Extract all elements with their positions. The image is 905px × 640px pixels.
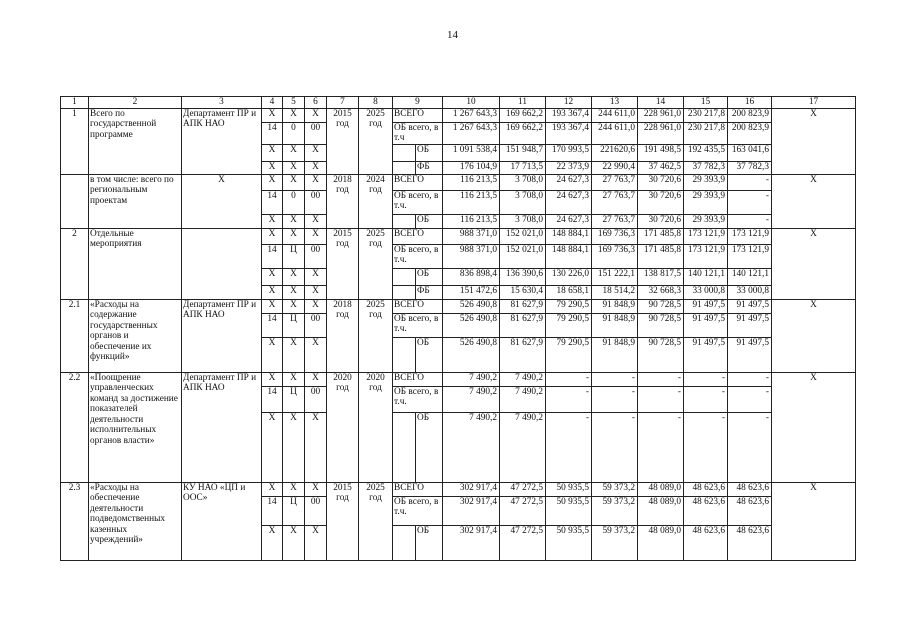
value-cell: 230 217,8 [684,122,728,144]
value-cell: 48 089,0 [638,496,684,525]
code-cell: Х [305,337,327,372]
table-row [61,482,856,496]
code-cell: 14 [262,122,283,144]
code-cell: Х [305,412,327,482]
value-cell: 33 000,8 [728,285,772,299]
header-cell: 9 [393,97,443,109]
code-cell: Х [283,482,305,496]
value-cell: 59 373,2 [592,496,638,525]
table-row [61,174,856,190]
value-cell: 169 736,3 [592,244,638,268]
value-cell: 244 611,0 [592,122,638,144]
value-cell: 91 497,5 [728,313,772,337]
value-cell: 81 627,9 [500,337,546,372]
value-cell: 526 490,8 [443,337,500,372]
source-label: ВСЕГО [393,174,443,190]
source-label: ОБ всего, в т.ч. [393,386,443,412]
value-cell: 29 393,9 [684,190,728,214]
value-cell: 37 462,5 [638,161,684,174]
header-cell: 11 [500,97,546,109]
value-cell: 221620,6 [592,144,638,161]
value-cell: 302 917,4 [443,482,500,496]
code-cell: Х [305,144,327,161]
value-cell: 116 213,5 [443,174,500,190]
value-cell: 151 222,1 [592,268,638,285]
code-cell: Х [305,174,327,190]
header-row [61,97,856,109]
note-cell: Х [772,482,856,560]
value-cell: 140 121,1 [728,268,772,285]
value-cell: 526 490,8 [443,313,500,337]
code-cell: Ц [283,496,305,525]
value-cell: - [638,372,684,386]
source-indent [393,214,416,228]
value-cell: 171 485,8 [638,228,684,244]
value-cell: 302 917,4 [443,525,500,560]
source-label: ОБ всего, в т.ч. [393,496,443,525]
value-cell: 22 990,4 [592,161,638,174]
value-cell: 30 720,6 [638,190,684,214]
value-cell: 1 091 538,4 [443,144,500,161]
value-cell: 27 763,7 [592,190,638,214]
code-cell: Х [305,161,327,174]
value-cell: - [638,386,684,412]
code-cell: Х [262,174,283,190]
value-cell: 148 884,1 [546,228,592,244]
value-cell: 33 000,8 [684,285,728,299]
code-cell: Х [283,214,305,228]
source-indent [393,412,416,482]
value-cell: 200 823,9 [728,122,772,144]
header-cell: 13 [592,97,638,109]
value-cell: 59 373,2 [592,525,638,560]
value-cell: 244 611,0 [592,108,638,122]
code-cell: Х [305,299,327,313]
code-cell: Х [305,228,327,244]
source-label: ОБ [416,214,443,228]
value-cell: 81 627,9 [500,313,546,337]
value-cell: 193 367,4 [546,108,592,122]
code-cell: Х [262,161,283,174]
value-cell: 7 490,2 [443,372,500,386]
value-cell: 47 272,5 [500,496,546,525]
source-indent [393,144,416,161]
value-cell: 169 736,3 [592,228,638,244]
executor: Департамент ПР и АПК НАО [182,372,262,482]
code-cell: 14 [262,244,283,268]
value-cell: 7 490,2 [443,386,500,412]
value-cell: 17 713,5 [500,161,546,174]
value-cell: 48 623,6 [684,496,728,525]
code-cell: Х [283,337,305,372]
code-cell: Х [283,228,305,244]
note-cell: Х [772,228,856,299]
value-cell: - [684,372,728,386]
header-cell: 8 [359,97,393,109]
value-cell: 91 848,9 [592,313,638,337]
value-cell: 988 371,0 [443,228,500,244]
table-row [61,228,856,244]
code-cell: Ц [283,244,305,268]
code-cell: Х [262,482,283,496]
value-cell: 191 498,5 [638,144,684,161]
code-cell: Х [262,337,283,372]
value-cell: - [684,386,728,412]
code-cell: Х [262,228,283,244]
item-name: «Расходы на обеспечение деятельности подведомственных казенных учреждений» [89,482,182,560]
code-cell: 0 [283,122,305,144]
table-row [61,108,856,122]
value-cell: 15 630,4 [500,285,546,299]
code-cell: 00 [305,386,327,412]
value-cell: 192 435,5 [684,144,728,161]
value-cell: 988 371,0 [443,244,500,268]
value-cell: 29 393,9 [684,174,728,190]
value-cell: - [684,412,728,482]
value-cell: 1 267 643,3 [443,108,500,122]
source-label: ВСЕГО [393,482,443,496]
value-cell: 140 121,1 [684,268,728,285]
value-cell: 48 623,6 [684,482,728,496]
value-cell: 7 490,2 [443,412,500,482]
value-cell: 18 658,1 [546,285,592,299]
value-cell: - [728,190,772,214]
value-cell: 152 021,0 [500,244,546,268]
code-cell: 00 [305,496,327,525]
value-cell: 169 662,2 [500,108,546,122]
code-cell: Ц [283,386,305,412]
note-cell: Х [772,372,856,482]
code-cell: 14 [262,386,283,412]
code-cell: Х [262,268,283,285]
header-cell: 15 [684,97,728,109]
value-cell: 171 485,8 [638,244,684,268]
source-label: ФБ [416,285,443,299]
value-cell: 151 472,6 [443,285,500,299]
item-name: Отдельные мероприятия [89,228,182,299]
code-cell: Х [262,285,283,299]
value-cell: 173 121,9 [728,228,772,244]
code-cell: Х [283,268,305,285]
source-label: ОБ [416,412,443,482]
code-cell: Х [262,299,283,313]
code-cell: 14 [262,496,283,525]
row-number: 2.1 [61,299,89,372]
header-cell: 14 [638,97,684,109]
value-cell: - [728,174,772,190]
code-cell: Х [283,144,305,161]
code-cell: Х [305,525,327,560]
value-cell: - [546,386,592,412]
code-cell: Х [305,372,327,386]
source-label: ОБ [416,268,443,285]
value-cell: 91 497,5 [684,337,728,372]
row-number: 2 [61,228,89,299]
header-cell: 3 [182,97,262,109]
source-label: ОБ всего, в т.ч. [393,190,443,214]
code-cell: Х [283,108,305,122]
table-row [61,372,856,386]
value-cell: 48 623,6 [684,525,728,560]
value-cell: 29 393,9 [684,214,728,228]
value-cell: - [592,412,638,482]
executor: Департамент ПР и АПК НАО [182,108,262,174]
value-cell: 81 627,9 [500,299,546,313]
start-year: 2015 год [327,482,359,560]
code-cell: Х [283,174,305,190]
value-cell: 3 708,0 [500,190,546,214]
value-cell: 30 720,6 [638,214,684,228]
source-label: ВСЕГО [393,299,443,313]
value-cell: 27 763,7 [592,174,638,190]
code-cell: 0 [283,190,305,214]
value-cell: 169 662,2 [500,122,546,144]
code-cell: Х [262,214,283,228]
value-cell: 7 490,2 [500,412,546,482]
source-label: ОБ [416,144,443,161]
code-cell: Х [262,372,283,386]
start-year: 2018 год [327,174,359,228]
header-cell: 16 [728,97,772,109]
value-cell: 24 627,3 [546,174,592,190]
value-cell: - [546,372,592,386]
header-cell: 6 [305,97,327,109]
value-cell: 37 782,3 [684,161,728,174]
value-cell: 48 089,0 [638,525,684,560]
value-cell: 230 217,8 [684,108,728,122]
value-cell: 116 213,5 [443,214,500,228]
code-cell: Ц [283,313,305,337]
row-number: 2.2 [61,372,89,482]
value-cell: 173 121,9 [728,244,772,268]
value-cell: 50 935,5 [546,525,592,560]
value-cell: - [638,412,684,482]
value-cell: 32 668,3 [638,285,684,299]
value-cell: 7 490,2 [500,372,546,386]
code-cell: 00 [305,313,327,337]
value-cell: 151 948,7 [500,144,546,161]
value-cell: 3 708,0 [500,214,546,228]
end-year: 2020 год [359,372,393,482]
note-cell: Х [772,174,856,228]
value-cell: - [546,412,592,482]
code-cell: Х [262,525,283,560]
item-name: в том числе: всего по региональным проектам [89,174,182,228]
executor: КУ НАО «ЦП и ООС» [182,482,262,560]
value-cell: 138 817,5 [638,268,684,285]
header-cell: 12 [546,97,592,109]
value-cell: - [728,372,772,386]
source-indent [393,525,416,560]
code-cell: 00 [305,244,327,268]
header-cell: 5 [283,97,305,109]
value-cell: 91 497,5 [728,337,772,372]
code-cell: Х [305,108,327,122]
item-name: «Поощрение управленческих команд за достижение показателей деятельности исполнительных органов власти» [89,372,182,482]
value-cell: 18 514,2 [592,285,638,299]
value-cell: 50 935,5 [546,496,592,525]
source-label: ОБ [416,337,443,372]
value-cell: 130 226,0 [546,268,592,285]
value-cell: 148 884,1 [546,244,592,268]
executor [182,228,262,299]
code-cell: Х [283,412,305,482]
value-cell: 24 627,3 [546,214,592,228]
source-indent [393,337,416,372]
executor: Х [182,174,262,228]
code-cell: Х [262,144,283,161]
source-label: ОБ всего, в т.ч. [393,313,443,337]
source-label: ОБ всего, в т.ч. [393,244,443,268]
value-cell: 91 848,9 [592,337,638,372]
header-cell: 4 [262,97,283,109]
value-cell: - [592,386,638,412]
page-number: 14 [447,29,458,41]
source-indent [393,268,416,285]
value-cell: 48 623,6 [728,496,772,525]
start-year: 2015 год [327,108,359,174]
value-cell: 48 623,6 [728,482,772,496]
value-cell: 228 961,0 [638,108,684,122]
value-cell: 116 213,5 [443,190,500,214]
code-cell: Х [283,525,305,560]
code-cell: 00 [305,190,327,214]
row-number [61,174,89,228]
code-cell: Х [283,372,305,386]
header-cell: 1 [61,97,89,109]
value-cell: 91 497,5 [684,313,728,337]
value-cell: 1 267 643,3 [443,122,500,144]
value-cell: 30 720,6 [638,174,684,190]
end-year: 2025 год [359,108,393,174]
table-row [61,299,856,313]
end-year: 2024 год [359,174,393,228]
code-cell: Х [305,268,327,285]
item-name: Всего по государственной программе [89,108,182,174]
note-cell: Х [772,108,856,174]
value-cell: 47 272,5 [500,525,546,560]
code-cell: Х [283,299,305,313]
value-cell: 22 373,9 [546,161,592,174]
row-number: 2.3 [61,482,89,560]
source-label: ОБ [416,525,443,560]
value-cell: 152 021,0 [500,228,546,244]
code-cell: Х [305,214,327,228]
header-cell: 10 [443,97,500,109]
start-year: 2015 год [327,228,359,299]
value-cell: 91 848,9 [592,299,638,313]
end-year: 2025 год [359,299,393,372]
value-cell: 176 104,9 [443,161,500,174]
value-cell: 48 623,6 [728,525,772,560]
source-label: ВСЕГО [393,108,443,122]
row-number: 1 [61,108,89,174]
value-cell: 193 367,4 [546,122,592,144]
source-indent [393,285,416,299]
source-label: ФБ [416,161,443,174]
value-cell: 836 898,4 [443,268,500,285]
value-cell: 79 290,5 [546,313,592,337]
code-cell: 14 [262,190,283,214]
end-year: 2025 год [359,482,393,560]
start-year: 2018 год [327,299,359,372]
code-cell: Х [283,161,305,174]
value-cell: 79 290,5 [546,299,592,313]
source-indent [393,161,416,174]
value-cell: 59 373,2 [592,482,638,496]
source-label: ВСЕГО [393,228,443,244]
value-cell: 173 121,9 [684,244,728,268]
executor: Департамент ПР и АПК НАО [182,299,262,372]
header-cell: 2 [89,97,182,109]
value-cell: 50 935,5 [546,482,592,496]
budget-table [60,96,856,561]
value-cell: 136 390,6 [500,268,546,285]
header-cell: 17 [772,97,856,109]
value-cell: 302 917,4 [443,496,500,525]
value-cell: 90 728,5 [638,337,684,372]
value-cell: 173 121,9 [684,228,728,244]
code-cell: Х [305,285,327,299]
value-cell: - [592,372,638,386]
source-label: ВСЕГО [393,372,443,386]
note-cell: Х [772,299,856,372]
value-cell: 90 728,5 [638,313,684,337]
value-cell: - [728,386,772,412]
source-label: ОБ всего, в т.ч [393,122,443,144]
value-cell: 3 708,0 [500,174,546,190]
value-cell: 24 627,3 [546,190,592,214]
value-cell: 90 728,5 [638,299,684,313]
value-cell: 200 823,9 [728,108,772,122]
value-cell: 27 763,7 [592,214,638,228]
end-year: 2025 год [359,228,393,299]
header-cell: 7 [327,97,359,109]
value-cell: 48 089,0 [638,482,684,496]
value-cell: 7 490,2 [500,386,546,412]
start-year: 2020 год [327,372,359,482]
value-cell: - [728,412,772,482]
value-cell: 170 993,5 [546,144,592,161]
code-cell: 00 [305,122,327,144]
value-cell: 91 497,5 [684,299,728,313]
value-cell: 79 290,5 [546,337,592,372]
code-cell: Х [305,482,327,496]
value-cell: 526 490,8 [443,299,500,313]
value-cell: 163 041,6 [728,144,772,161]
code-cell: Х [283,285,305,299]
value-cell: 37 782,3 [728,161,772,174]
value-cell: - [728,214,772,228]
item-name: «Расходы на содержание государственных органов и обеспечение их функций» [89,299,182,372]
value-cell: 91 497,5 [728,299,772,313]
code-cell: 14 [262,313,283,337]
code-cell: Х [262,108,283,122]
code-cell: Х [262,412,283,482]
value-cell: 228 961,0 [638,122,684,144]
value-cell: 47 272,5 [500,482,546,496]
